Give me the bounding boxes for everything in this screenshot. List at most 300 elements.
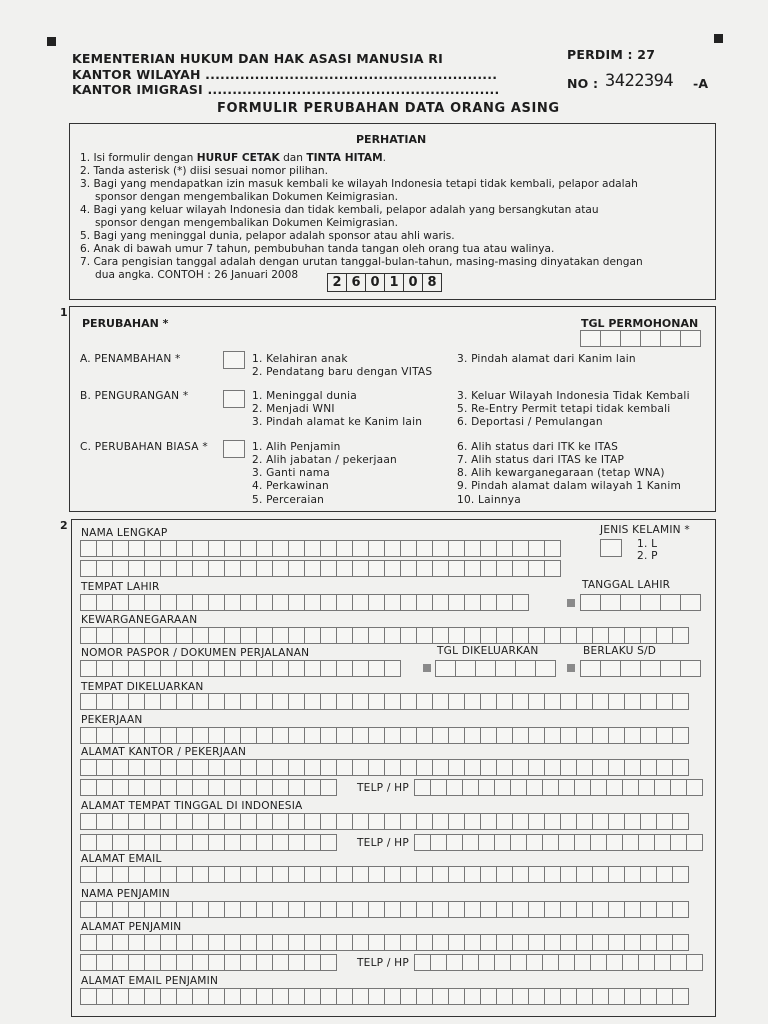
char-cell[interactable] bbox=[208, 779, 225, 796]
char-cell[interactable] bbox=[430, 834, 447, 851]
char-cell[interactable] bbox=[304, 934, 321, 951]
char-cell[interactable] bbox=[432, 988, 449, 1005]
char-cell[interactable] bbox=[600, 660, 621, 677]
char-cell[interactable] bbox=[624, 988, 641, 1005]
char-cell[interactable] bbox=[656, 727, 673, 744]
char-cell[interactable] bbox=[336, 988, 353, 1005]
char-cell[interactable] bbox=[574, 779, 591, 796]
char-cell[interactable] bbox=[96, 901, 113, 918]
char-cell[interactable] bbox=[176, 779, 193, 796]
char-cell[interactable] bbox=[240, 594, 257, 611]
char-cell[interactable] bbox=[208, 813, 225, 830]
char-cell[interactable] bbox=[224, 988, 241, 1005]
char-cell[interactable] bbox=[256, 660, 273, 677]
char-cell[interactable] bbox=[224, 866, 241, 883]
char-cell[interactable] bbox=[304, 560, 321, 577]
char-cell[interactable] bbox=[560, 901, 577, 918]
char-cell[interactable] bbox=[80, 954, 97, 971]
char-cell[interactable] bbox=[224, 560, 241, 577]
char-cell[interactable] bbox=[352, 540, 369, 557]
char-cell[interactable] bbox=[496, 627, 513, 644]
char-cell[interactable] bbox=[368, 540, 385, 557]
char-cell[interactable] bbox=[192, 693, 209, 710]
char-cell[interactable] bbox=[80, 988, 97, 1005]
char-cell[interactable] bbox=[672, 693, 689, 710]
char-cell[interactable] bbox=[320, 759, 337, 776]
char-cell[interactable] bbox=[320, 834, 337, 851]
char-cell[interactable] bbox=[432, 866, 449, 883]
char-cell[interactable] bbox=[480, 540, 497, 557]
char-cell[interactable] bbox=[608, 866, 625, 883]
char-cell[interactable] bbox=[384, 660, 401, 677]
alamat-tinggal-input-line-2[interactable] bbox=[80, 834, 336, 851]
char-cell[interactable] bbox=[414, 779, 431, 796]
char-cell[interactable] bbox=[400, 813, 417, 830]
tanggal-lahir-input[interactable] bbox=[580, 594, 700, 611]
char-cell[interactable] bbox=[686, 779, 703, 796]
char-cell[interactable] bbox=[448, 866, 465, 883]
char-cell[interactable] bbox=[80, 759, 97, 776]
char-cell[interactable] bbox=[496, 813, 513, 830]
char-cell[interactable] bbox=[384, 813, 401, 830]
char-cell[interactable] bbox=[304, 540, 321, 557]
char-cell[interactable] bbox=[288, 779, 305, 796]
char-cell[interactable] bbox=[592, 813, 609, 830]
char-cell[interactable] bbox=[512, 594, 529, 611]
kewarganegaraan-input[interactable] bbox=[80, 627, 688, 644]
char-cell[interactable] bbox=[686, 834, 703, 851]
char-cell[interactable] bbox=[304, 988, 321, 1005]
char-cell[interactable] bbox=[320, 727, 337, 744]
char-cell[interactable] bbox=[686, 954, 703, 971]
char-cell[interactable] bbox=[352, 727, 369, 744]
penambahan-choice-box[interactable] bbox=[223, 351, 245, 369]
char-cell[interactable] bbox=[208, 594, 225, 611]
char-cell[interactable] bbox=[192, 901, 209, 918]
char-cell[interactable] bbox=[640, 866, 657, 883]
char-cell[interactable] bbox=[352, 660, 369, 677]
char-cell[interactable] bbox=[432, 540, 449, 557]
char-cell[interactable] bbox=[560, 693, 577, 710]
char-cell[interactable] bbox=[528, 627, 545, 644]
char-cell[interactable] bbox=[576, 759, 593, 776]
char-cell[interactable] bbox=[544, 540, 561, 557]
char-cell[interactable] bbox=[640, 988, 657, 1005]
char-cell[interactable] bbox=[510, 954, 527, 971]
char-cell[interactable] bbox=[528, 540, 545, 557]
char-cell[interactable] bbox=[512, 901, 529, 918]
char-cell[interactable] bbox=[624, 759, 641, 776]
char-cell[interactable] bbox=[600, 330, 621, 347]
char-cell[interactable] bbox=[542, 954, 559, 971]
char-cell[interactable] bbox=[606, 954, 623, 971]
char-cell[interactable] bbox=[544, 727, 561, 744]
char-cell[interactable] bbox=[336, 540, 353, 557]
char-cell[interactable] bbox=[478, 834, 495, 851]
char-cell[interactable] bbox=[640, 627, 657, 644]
char-cell[interactable] bbox=[176, 901, 193, 918]
char-cell[interactable] bbox=[384, 560, 401, 577]
char-cell[interactable] bbox=[638, 779, 655, 796]
char-cell[interactable] bbox=[384, 627, 401, 644]
char-cell[interactable] bbox=[208, 727, 225, 744]
char-cell[interactable] bbox=[528, 934, 545, 951]
char-cell[interactable] bbox=[304, 594, 321, 611]
char-cell[interactable] bbox=[384, 693, 401, 710]
char-cell[interactable] bbox=[416, 693, 433, 710]
char-cell[interactable] bbox=[580, 660, 601, 677]
char-cell[interactable] bbox=[464, 988, 481, 1005]
char-cell[interactable] bbox=[288, 693, 305, 710]
char-cell[interactable] bbox=[475, 660, 496, 677]
char-cell[interactable] bbox=[640, 594, 661, 611]
char-cell[interactable] bbox=[144, 901, 161, 918]
char-cell[interactable] bbox=[320, 693, 337, 710]
alamat-kantor-input-line-2[interactable] bbox=[80, 779, 336, 796]
char-cell[interactable] bbox=[446, 834, 463, 851]
char-cell[interactable] bbox=[176, 594, 193, 611]
char-cell[interactable] bbox=[192, 834, 209, 851]
char-cell[interactable] bbox=[528, 901, 545, 918]
char-cell[interactable] bbox=[384, 988, 401, 1005]
alamat-email-penjamin-input[interactable] bbox=[80, 988, 688, 1005]
char-cell[interactable] bbox=[592, 901, 609, 918]
char-cell[interactable] bbox=[192, 866, 209, 883]
char-cell[interactable] bbox=[176, 954, 193, 971]
char-cell[interactable] bbox=[592, 866, 609, 883]
char-cell[interactable] bbox=[112, 779, 129, 796]
char-cell[interactable] bbox=[112, 813, 129, 830]
char-cell[interactable] bbox=[624, 901, 641, 918]
char-cell[interactable] bbox=[574, 834, 591, 851]
char-cell[interactable] bbox=[432, 594, 449, 611]
char-cell[interactable] bbox=[496, 759, 513, 776]
char-cell[interactable] bbox=[192, 934, 209, 951]
char-cell[interactable] bbox=[432, 560, 449, 577]
char-cell[interactable] bbox=[288, 759, 305, 776]
char-cell[interactable] bbox=[560, 727, 577, 744]
char-cell[interactable] bbox=[256, 934, 273, 951]
char-cell[interactable] bbox=[640, 934, 657, 951]
char-cell[interactable] bbox=[656, 759, 673, 776]
char-cell[interactable] bbox=[400, 594, 417, 611]
char-cell[interactable] bbox=[528, 727, 545, 744]
char-cell[interactable] bbox=[352, 560, 369, 577]
char-cell[interactable] bbox=[660, 660, 681, 677]
char-cell[interactable] bbox=[606, 779, 623, 796]
char-cell[interactable] bbox=[368, 866, 385, 883]
char-cell[interactable] bbox=[400, 693, 417, 710]
char-cell[interactable] bbox=[620, 330, 641, 347]
char-cell[interactable] bbox=[576, 627, 593, 644]
pekerjaan-input[interactable] bbox=[80, 727, 688, 744]
char-cell[interactable] bbox=[464, 901, 481, 918]
char-cell[interactable] bbox=[368, 901, 385, 918]
char-cell[interactable] bbox=[542, 779, 559, 796]
char-cell[interactable] bbox=[272, 934, 289, 951]
char-cell[interactable] bbox=[416, 594, 433, 611]
char-cell[interactable] bbox=[288, 627, 305, 644]
char-cell[interactable] bbox=[592, 759, 609, 776]
char-cell[interactable] bbox=[256, 727, 273, 744]
char-cell[interactable] bbox=[478, 954, 495, 971]
char-cell[interactable] bbox=[240, 813, 257, 830]
char-cell[interactable] bbox=[368, 934, 385, 951]
char-cell[interactable] bbox=[176, 627, 193, 644]
char-cell[interactable] bbox=[240, 727, 257, 744]
char-cell[interactable] bbox=[160, 779, 177, 796]
char-cell[interactable] bbox=[288, 540, 305, 557]
char-cell[interactable] bbox=[464, 594, 481, 611]
char-cell[interactable] bbox=[160, 759, 177, 776]
char-cell[interactable] bbox=[320, 660, 337, 677]
char-cell[interactable] bbox=[672, 759, 689, 776]
char-cell[interactable] bbox=[480, 560, 497, 577]
char-cell[interactable] bbox=[480, 813, 497, 830]
nama-lengkap-input-line-2[interactable] bbox=[80, 560, 560, 577]
char-cell[interactable] bbox=[462, 954, 479, 971]
char-cell[interactable] bbox=[272, 727, 289, 744]
char-cell[interactable] bbox=[544, 813, 561, 830]
char-cell[interactable] bbox=[128, 813, 145, 830]
char-cell[interactable] bbox=[608, 934, 625, 951]
char-cell[interactable] bbox=[144, 866, 161, 883]
char-cell[interactable] bbox=[430, 779, 447, 796]
char-cell[interactable] bbox=[128, 954, 145, 971]
char-cell[interactable] bbox=[640, 660, 661, 677]
char-cell[interactable] bbox=[544, 988, 561, 1005]
char-cell[interactable] bbox=[208, 988, 225, 1005]
char-cell[interactable] bbox=[464, 693, 481, 710]
char-cell[interactable] bbox=[414, 954, 431, 971]
char-cell[interactable] bbox=[240, 627, 257, 644]
char-cell[interactable] bbox=[128, 693, 145, 710]
char-cell[interactable] bbox=[160, 660, 177, 677]
char-cell[interactable] bbox=[208, 627, 225, 644]
char-cell[interactable] bbox=[224, 834, 241, 851]
char-cell[interactable] bbox=[462, 834, 479, 851]
char-cell[interactable] bbox=[128, 627, 145, 644]
char-cell[interactable] bbox=[272, 901, 289, 918]
char-cell[interactable] bbox=[640, 901, 657, 918]
char-cell[interactable] bbox=[560, 988, 577, 1005]
char-cell[interactable] bbox=[288, 560, 305, 577]
char-cell[interactable] bbox=[384, 934, 401, 951]
char-cell[interactable] bbox=[480, 866, 497, 883]
char-cell[interactable] bbox=[240, 540, 257, 557]
char-cell[interactable] bbox=[176, 988, 193, 1005]
char-cell[interactable] bbox=[256, 627, 273, 644]
char-cell[interactable] bbox=[160, 988, 177, 1005]
char-cell[interactable] bbox=[496, 727, 513, 744]
char-cell[interactable] bbox=[304, 954, 321, 971]
char-cell[interactable] bbox=[494, 779, 511, 796]
char-cell[interactable] bbox=[224, 727, 241, 744]
char-cell[interactable] bbox=[352, 594, 369, 611]
char-cell[interactable] bbox=[160, 954, 177, 971]
char-cell[interactable] bbox=[336, 594, 353, 611]
char-cell[interactable] bbox=[80, 540, 97, 557]
char-cell[interactable] bbox=[592, 988, 609, 1005]
char-cell[interactable] bbox=[240, 759, 257, 776]
char-cell[interactable] bbox=[638, 954, 655, 971]
char-cell[interactable] bbox=[128, 779, 145, 796]
char-cell[interactable] bbox=[640, 330, 661, 347]
char-cell[interactable] bbox=[480, 627, 497, 644]
char-cell[interactable] bbox=[640, 727, 657, 744]
char-cell[interactable] bbox=[192, 813, 209, 830]
char-cell[interactable] bbox=[526, 779, 543, 796]
char-cell[interactable] bbox=[528, 560, 545, 577]
char-cell[interactable] bbox=[160, 813, 177, 830]
char-cell[interactable] bbox=[510, 834, 527, 851]
char-cell[interactable] bbox=[272, 759, 289, 776]
char-cell[interactable] bbox=[240, 560, 257, 577]
tgl-permohonan-input[interactable] bbox=[580, 330, 700, 347]
char-cell[interactable] bbox=[224, 594, 241, 611]
char-cell[interactable] bbox=[112, 834, 129, 851]
char-cell[interactable] bbox=[96, 988, 113, 1005]
char-cell[interactable] bbox=[580, 594, 601, 611]
char-cell[interactable] bbox=[304, 759, 321, 776]
char-cell[interactable] bbox=[512, 627, 529, 644]
char-cell[interactable] bbox=[448, 560, 465, 577]
char-cell[interactable] bbox=[416, 934, 433, 951]
char-cell[interactable] bbox=[96, 954, 113, 971]
char-cell[interactable] bbox=[656, 866, 673, 883]
char-cell[interactable] bbox=[535, 660, 556, 677]
char-cell[interactable] bbox=[430, 954, 447, 971]
char-cell[interactable] bbox=[224, 660, 241, 677]
char-cell[interactable] bbox=[384, 866, 401, 883]
char-cell[interactable] bbox=[576, 901, 593, 918]
char-cell[interactable] bbox=[455, 660, 476, 677]
berlaku-input[interactable] bbox=[580, 660, 700, 677]
char-cell[interactable] bbox=[368, 594, 385, 611]
char-cell[interactable] bbox=[128, 540, 145, 557]
char-cell[interactable] bbox=[384, 594, 401, 611]
nama-penjamin-input[interactable] bbox=[80, 901, 688, 918]
char-cell[interactable] bbox=[384, 540, 401, 557]
char-cell[interactable] bbox=[576, 693, 593, 710]
char-cell[interactable] bbox=[580, 330, 601, 347]
char-cell[interactable] bbox=[464, 627, 481, 644]
char-cell[interactable] bbox=[80, 627, 97, 644]
char-cell[interactable] bbox=[416, 627, 433, 644]
char-cell[interactable] bbox=[128, 866, 145, 883]
char-cell[interactable] bbox=[336, 660, 353, 677]
char-cell[interactable] bbox=[384, 727, 401, 744]
char-cell[interactable] bbox=[256, 560, 273, 577]
char-cell[interactable] bbox=[624, 934, 641, 951]
char-cell[interactable] bbox=[416, 727, 433, 744]
char-cell[interactable] bbox=[352, 759, 369, 776]
char-cell[interactable] bbox=[288, 988, 305, 1005]
char-cell[interactable] bbox=[320, 901, 337, 918]
char-cell[interactable] bbox=[160, 594, 177, 611]
char-cell[interactable] bbox=[624, 727, 641, 744]
char-cell[interactable] bbox=[512, 727, 529, 744]
char-cell[interactable] bbox=[80, 727, 97, 744]
char-cell[interactable] bbox=[608, 901, 625, 918]
jenis-kelamin-choice-box[interactable] bbox=[600, 539, 622, 557]
char-cell[interactable] bbox=[368, 627, 385, 644]
char-cell[interactable] bbox=[400, 901, 417, 918]
char-cell[interactable] bbox=[240, 901, 257, 918]
char-cell[interactable] bbox=[592, 627, 609, 644]
nama-lengkap-input[interactable] bbox=[80, 540, 560, 557]
char-cell[interactable] bbox=[576, 727, 593, 744]
char-cell[interactable] bbox=[320, 594, 337, 611]
char-cell[interactable] bbox=[144, 560, 161, 577]
char-cell[interactable] bbox=[272, 954, 289, 971]
char-cell[interactable] bbox=[560, 813, 577, 830]
char-cell[interactable] bbox=[208, 901, 225, 918]
char-cell[interactable] bbox=[144, 759, 161, 776]
char-cell[interactable] bbox=[416, 866, 433, 883]
char-cell[interactable] bbox=[480, 901, 497, 918]
char-cell[interactable] bbox=[480, 934, 497, 951]
char-cell[interactable] bbox=[144, 727, 161, 744]
char-cell[interactable] bbox=[336, 866, 353, 883]
char-cell[interactable] bbox=[640, 813, 657, 830]
char-cell[interactable] bbox=[414, 834, 431, 851]
char-cell[interactable] bbox=[176, 660, 193, 677]
char-cell[interactable] bbox=[320, 627, 337, 644]
char-cell[interactable] bbox=[680, 660, 701, 677]
char-cell[interactable] bbox=[112, 594, 129, 611]
char-cell[interactable] bbox=[448, 627, 465, 644]
char-cell[interactable] bbox=[288, 866, 305, 883]
char-cell[interactable] bbox=[304, 727, 321, 744]
char-cell[interactable] bbox=[80, 866, 97, 883]
char-cell[interactable] bbox=[160, 560, 177, 577]
char-cell[interactable] bbox=[494, 834, 511, 851]
char-cell[interactable] bbox=[144, 954, 161, 971]
char-cell[interactable] bbox=[560, 866, 577, 883]
char-cell[interactable] bbox=[144, 540, 161, 557]
char-cell[interactable] bbox=[192, 759, 209, 776]
char-cell[interactable] bbox=[656, 988, 673, 1005]
char-cell[interactable] bbox=[608, 727, 625, 744]
char-cell[interactable] bbox=[480, 759, 497, 776]
char-cell[interactable] bbox=[622, 779, 639, 796]
char-cell[interactable] bbox=[432, 727, 449, 744]
char-cell[interactable] bbox=[272, 813, 289, 830]
char-cell[interactable] bbox=[416, 759, 433, 776]
char-cell[interactable] bbox=[96, 934, 113, 951]
char-cell[interactable] bbox=[192, 988, 209, 1005]
char-cell[interactable] bbox=[432, 934, 449, 951]
char-cell[interactable] bbox=[192, 627, 209, 644]
char-cell[interactable] bbox=[528, 988, 545, 1005]
char-cell[interactable] bbox=[480, 693, 497, 710]
char-cell[interactable] bbox=[496, 988, 513, 1005]
char-cell[interactable] bbox=[96, 813, 113, 830]
char-cell[interactable] bbox=[576, 988, 593, 1005]
char-cell[interactable] bbox=[240, 866, 257, 883]
char-cell[interactable] bbox=[446, 779, 463, 796]
char-cell[interactable] bbox=[448, 594, 465, 611]
char-cell[interactable] bbox=[544, 866, 561, 883]
char-cell[interactable] bbox=[208, 560, 225, 577]
char-cell[interactable] bbox=[526, 954, 543, 971]
char-cell[interactable] bbox=[528, 813, 545, 830]
char-cell[interactable] bbox=[256, 954, 273, 971]
char-cell[interactable] bbox=[80, 560, 97, 577]
char-cell[interactable] bbox=[528, 866, 545, 883]
char-cell[interactable] bbox=[368, 660, 385, 677]
